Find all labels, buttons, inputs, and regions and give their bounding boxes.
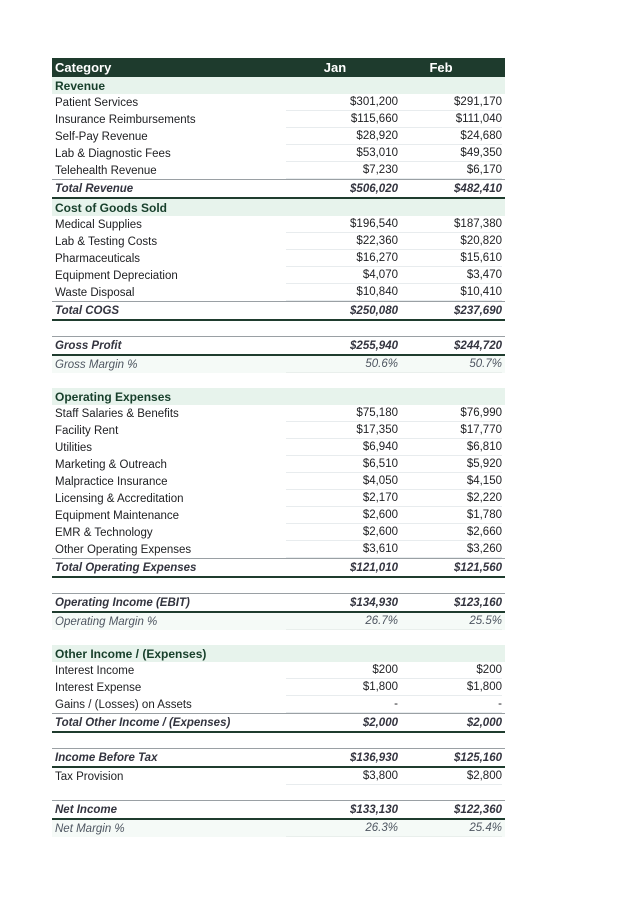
table-block [52, 748, 505, 785]
cell-category: Gross Margin % [55, 358, 138, 371]
cell-category: Operating Margin % [55, 615, 158, 628]
cell-category: Staff Salaries & Benefits [55, 407, 179, 420]
cell-jan-value: 26.3% [286, 820, 398, 837]
income-statement-table [52, 58, 505, 837]
row-other-operating-expenses [52, 541, 505, 558]
row-interest-income [52, 662, 505, 679]
row-equipment-depreciation [52, 267, 505, 284]
cell-category: Waste Disposal [55, 286, 135, 299]
cell-category: Total COGS [55, 304, 120, 317]
cell-feb-value: $187,380 [398, 216, 502, 233]
cell-feb-value: $237,690 [454, 304, 502, 317]
cell-jan-value: $506,020 [350, 182, 398, 195]
cell-jan-value: $6,940 [286, 439, 398, 456]
cell-jan-value: 50.6% [286, 356, 398, 373]
cell-category: Total Other Income / (Expenses) [55, 716, 231, 729]
cell-jan-value: $136,930 [350, 751, 398, 764]
row-insurance-reimbursements [52, 111, 505, 128]
cell-jan-value: $4,070 [286, 267, 398, 284]
row-equipment-maintenance [52, 507, 505, 524]
table-block [52, 388, 505, 578]
cell-feb-value: $291,170 [398, 94, 502, 111]
row-pharmaceuticals [52, 250, 505, 267]
cell-category: Interest Income [55, 664, 135, 677]
row-facility-rent [52, 422, 505, 439]
cell-category: Patient Services [55, 96, 139, 109]
cell-category: Other Income / (Expenses) [55, 646, 207, 661]
cell-feb-value: $200 [398, 662, 502, 679]
cell-feb-value: $2,220 [398, 490, 502, 507]
cell-feb-value: $2,800 [398, 768, 502, 785]
cell-category: Lab & Diagnostic Fees [55, 147, 171, 160]
row-gross-margin [52, 356, 505, 373]
cell-jan-value: $2,600 [286, 524, 398, 541]
table-block [52, 336, 505, 373]
table-block [52, 800, 505, 837]
cell-feb-value: $482,410 [454, 182, 502, 195]
table-block [52, 199, 505, 321]
cell-feb-value: $3,260 [398, 541, 502, 558]
cell-feb-value: $6,170 [398, 162, 502, 179]
cell-jan-value: $22,360 [286, 233, 398, 250]
cell-feb-value: 25.5% [398, 613, 502, 630]
row-malpractice-insurance [52, 473, 505, 490]
cell-jan-value: $301,200 [286, 94, 398, 111]
section-header-revenue [52, 77, 505, 94]
cell-category: Income Before Tax [55, 751, 158, 764]
row-medical-supplies [52, 216, 505, 233]
row-staff-salaries-benefits [52, 405, 505, 422]
cell-jan-value: $17,350 [286, 422, 398, 439]
cell-feb-value: $76,990 [398, 405, 502, 422]
cell-category: Pharmaceuticals [55, 252, 141, 265]
cell-feb-value: 50.7% [398, 356, 502, 373]
section-header-other-income-expenses [52, 645, 505, 662]
column-header-category: Category [55, 60, 112, 75]
section-header-operating-expenses [52, 388, 505, 405]
cell-feb-value: 25.4% [398, 820, 502, 837]
cell-jan-value: $2,000 [362, 716, 398, 729]
cell-feb-value: $5,920 [398, 456, 502, 473]
column-header-jan: Jan [323, 60, 347, 75]
cell-feb-value: $111,040 [398, 111, 502, 128]
cell-jan-value: $2,600 [286, 507, 398, 524]
cell-feb-value: $3,470 [398, 267, 502, 284]
cell-feb-value: $2,000 [466, 716, 502, 729]
row-total-other-income-expenses [52, 713, 505, 733]
column-header-feb: Feb [429, 60, 453, 75]
cell-jan-value: $16,270 [286, 250, 398, 267]
cell-jan-value: $53,010 [286, 145, 398, 162]
section-header-cost-of-goods-sold [52, 199, 505, 216]
cell-feb-value: - [398, 696, 502, 713]
cell-jan-value: $1,800 [286, 679, 398, 696]
cell-category: Total Operating Expenses [55, 561, 197, 574]
row-tax-provision [52, 768, 505, 785]
cell-jan-value: $115,660 [286, 111, 398, 128]
row-lab-testing-costs [52, 233, 505, 250]
column-header-row [52, 58, 505, 77]
cell-jan-value: $6,510 [286, 456, 398, 473]
cell-feb-value: $10,410 [398, 284, 502, 301]
row-telehealth-revenue [52, 162, 505, 179]
cell-category: EMR & Technology [55, 526, 153, 539]
cell-jan-value: $4,050 [286, 473, 398, 490]
row-interest-expense [52, 679, 505, 696]
table-header-block [52, 58, 505, 199]
cell-category: Equipment Maintenance [55, 509, 180, 522]
cell-jan-value: $250,080 [350, 304, 398, 317]
cell-feb-value: $125,160 [454, 751, 502, 764]
row-marketing-outreach [52, 456, 505, 473]
row-operating-income-ebit [52, 593, 505, 613]
cell-category: Net Margin % [55, 822, 125, 835]
cell-category: Malpractice Insurance [55, 475, 168, 488]
cell-category: Lab & Testing Costs [55, 235, 158, 248]
cell-jan-value: $3,800 [286, 768, 398, 785]
cell-category: Gross Profit [55, 339, 122, 352]
cell-feb-value: $24,680 [398, 128, 502, 145]
cell-category: Self-Pay Revenue [55, 130, 148, 143]
cell-category: Facility Rent [55, 424, 119, 437]
row-net-margin [52, 820, 505, 837]
cell-jan-value: $196,540 [286, 216, 398, 233]
cell-feb-value: $1,800 [398, 679, 502, 696]
cell-feb-value: $2,660 [398, 524, 502, 541]
table-block [52, 593, 505, 630]
cell-category: Operating Income (EBIT) [55, 596, 190, 609]
row-waste-disposal [52, 284, 505, 301]
cell-jan-value: $28,920 [286, 128, 398, 145]
cell-category: Other Operating Expenses [55, 543, 192, 556]
cell-jan-value: $121,010 [350, 561, 398, 574]
row-patient-services [52, 94, 505, 111]
cell-feb-value: $122,360 [454, 803, 502, 816]
cell-category: Equipment Depreciation [55, 269, 178, 282]
cell-feb-value: $123,160 [454, 596, 502, 609]
cell-category: Licensing & Accreditation [55, 492, 184, 505]
row-emr-technology [52, 524, 505, 541]
row-total-revenue [52, 179, 505, 199]
table-block [52, 645, 505, 733]
cell-category: Telehealth Revenue [55, 164, 157, 177]
cell-category: Total Revenue [55, 182, 134, 195]
cell-category: Medical Supplies [55, 218, 142, 231]
row-net-income [52, 800, 505, 820]
row-gross-profit [52, 336, 505, 356]
cell-category: Revenue [55, 78, 106, 93]
row-gains-losses-on-assets [52, 696, 505, 713]
cell-feb-value: $20,820 [398, 233, 502, 250]
cell-category: Net Income [55, 803, 117, 816]
cell-feb-value: $121,560 [454, 561, 502, 574]
cell-jan-value: $200 [286, 662, 398, 679]
cell-jan-value: - [286, 696, 398, 713]
cell-jan-value: $2,170 [286, 490, 398, 507]
cell-category: Insurance Reimbursements [55, 113, 196, 126]
cell-category: Operating Expenses [55, 389, 172, 404]
row-total-operating-expenses [52, 558, 505, 578]
row-income-before-tax [52, 748, 505, 768]
cell-jan-value: $7,230 [286, 162, 398, 179]
row-self-pay-revenue [52, 128, 505, 145]
row-licensing-accreditation [52, 490, 505, 507]
cell-feb-value: $6,810 [398, 439, 502, 456]
cell-jan-value: $134,930 [350, 596, 398, 609]
cell-category: Tax Provision [55, 770, 124, 783]
cell-category: Marketing & Outreach [55, 458, 167, 471]
table-body [52, 199, 505, 837]
cell-category: Gains / (Losses) on Assets [55, 698, 192, 711]
cell-feb-value: $17,770 [398, 422, 502, 439]
cell-jan-value: 26.7% [286, 613, 398, 630]
row-operating-margin [52, 613, 505, 630]
row-total-cogs [52, 301, 505, 321]
cell-feb-value: $49,350 [398, 145, 502, 162]
cell-category: Utilities [55, 441, 93, 454]
cell-jan-value: $3,610 [286, 541, 398, 558]
cell-feb-value: $1,780 [398, 507, 502, 524]
cell-jan-value: $75,180 [286, 405, 398, 422]
row-lab-diagnostic-fees [52, 145, 505, 162]
row-utilities [52, 439, 505, 456]
cell-jan-value: $255,940 [350, 339, 398, 352]
cell-jan-value: $10,840 [286, 284, 398, 301]
cell-category: Cost of Goods Sold [55, 200, 167, 215]
cell-category: Interest Expense [55, 681, 142, 694]
cell-feb-value: $244,720 [454, 339, 502, 352]
cell-feb-value: $15,610 [398, 250, 502, 267]
cell-feb-value: $4,150 [398, 473, 502, 490]
cell-jan-value: $133,130 [350, 803, 398, 816]
